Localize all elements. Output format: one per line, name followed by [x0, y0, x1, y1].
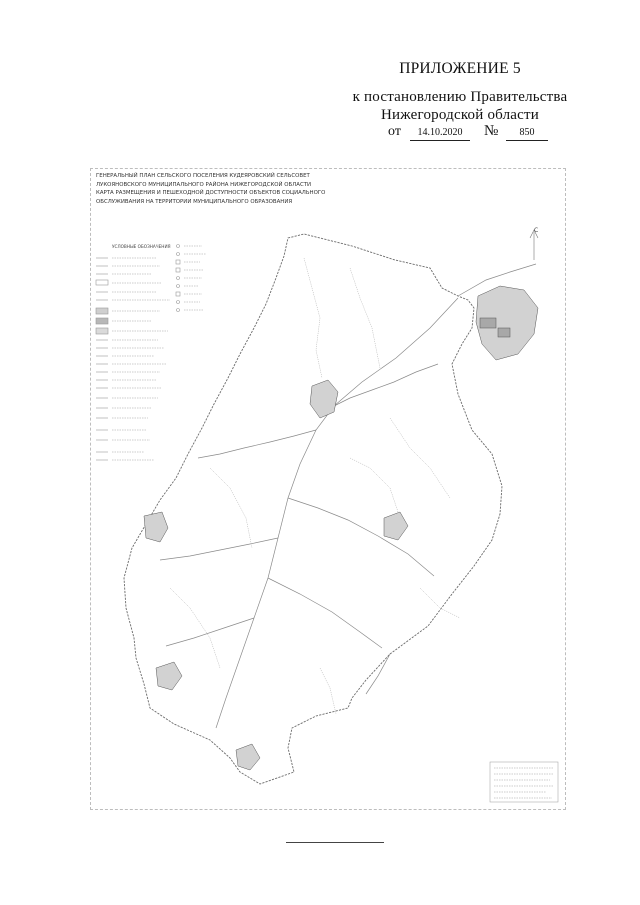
appendix-label: ПРИЛОЖЕНИЕ 5	[399, 60, 521, 77]
village-south	[384, 512, 408, 540]
number-value: 850	[506, 126, 548, 141]
map-drawing	[90, 168, 564, 808]
legend	[96, 245, 206, 461]
village-block	[498, 328, 510, 337]
date-number-line	[388, 124, 568, 142]
north-arrow-icon	[530, 230, 538, 260]
north-label: С	[534, 227, 539, 234]
resolution-line-1: к постановлению Правительства	[352, 89, 568, 105]
map-title-line: ГЕНЕРАЛЬНЫЙ ПЛАН СЕЛЬСКОГО ПОСЕЛЕНИЯ КУДЕЯРОВСКИЙ СЕЛЬСОВЕТ	[96, 173, 310, 179]
legend-title: УСЛОВНЫЕ ОБОЗНАЧЕНИЯ	[112, 244, 171, 249]
map-title-line: ЛУКОЯНОВСКОГО МУНИЦИПАЛЬНОГО РАЙОНА НИЖЕГОРОДСКОЙ ОБЛАСТИ	[96, 181, 312, 188]
map-title-line: ОБСЛУЖИВАНИЯ НА ТЕРРИТОРИИ МУНИЦИПАЛЬНОГО ОБРАЗОВАНИЯ	[96, 198, 293, 205]
streams	[170, 258, 460, 714]
date-value: 14.10.2020	[410, 126, 470, 141]
stamp-block	[490, 762, 558, 802]
resolution-line-2: Нижегородской области	[381, 107, 539, 123]
village-southwest	[156, 662, 182, 690]
map-title-line: КАРТА РАЗМЕЩЕНИЯ И ПЕШЕХОДНОЙ ДОСТУПНОСТИ ОБЪЕКТОВ СОЦИАЛЬНОГО	[96, 190, 326, 197]
legend-rows-column-2	[176, 245, 206, 312]
village-west	[144, 512, 168, 542]
settlement-boundary	[124, 234, 502, 784]
date-prefix: от	[388, 124, 401, 139]
resolution-reference	[340, 88, 580, 124]
footer-rule	[286, 842, 384, 843]
village-block	[480, 318, 496, 328]
number-sign: №	[484, 123, 499, 139]
legend-rows	[96, 258, 170, 460]
settlements	[144, 286, 538, 770]
village-central	[310, 380, 338, 418]
village-south-2	[236, 744, 260, 770]
